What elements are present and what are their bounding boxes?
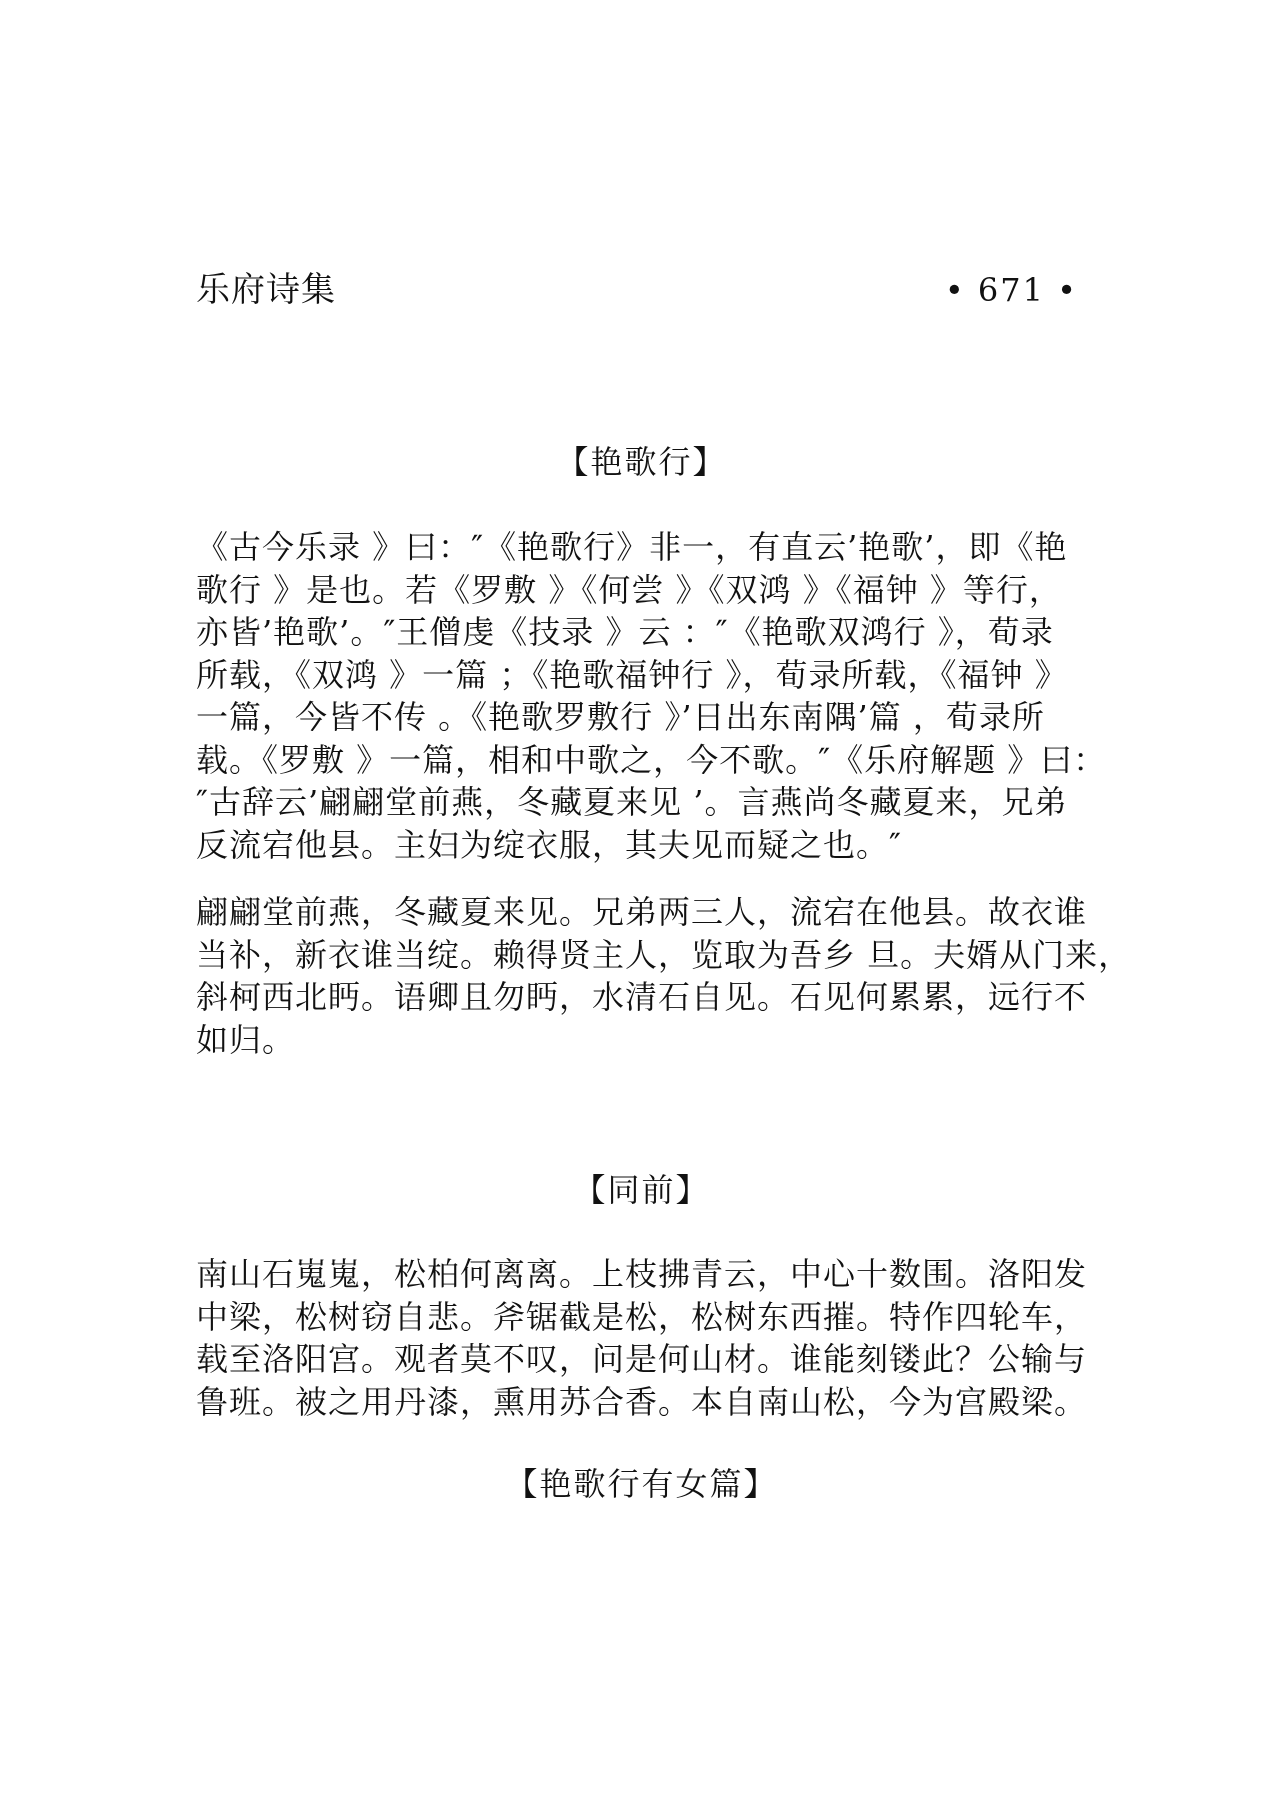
text-line: 反流宕他县。主妇为绽衣服，其夫见而疑之也。″ xyxy=(196,825,902,864)
text-line: 如归。 xyxy=(196,1020,296,1059)
text-line: 载至洛阳宫。观者莫不叹，问是何山材。谁能刻镂此？公输与 xyxy=(196,1340,1088,1378)
text-line: ″古辞云’翩翩堂前燕，冬藏夏来见 ’。言燕尚冬藏夏来，兄弟 xyxy=(196,783,1068,821)
text-line: 南山石嵬嵬，松柏何离离。上枝拂青云，中心十数围。洛阳发 xyxy=(196,1255,1088,1293)
text-line: 歌行 》是也。若《罗敷 》《何尝 》《双鸿 》《福钟 》等行， xyxy=(196,570,1062,609)
text-line: 所载，《双鸿 》一篇 ；《艳歌福钟行 》，荀录所载，《福钟 》 xyxy=(196,655,1068,694)
poem-paragraph xyxy=(196,891,1132,1061)
text-line: 载。《罗敷 》一篇，相和中歌之，今不歌。″《乐府解题 》曰： xyxy=(196,740,1107,779)
poem-paragraph xyxy=(196,1253,1106,1423)
page-number: • 671 • xyxy=(944,271,1078,309)
section-title: 【艳歌行有女篇】 xyxy=(505,1465,778,1503)
text-line: 斜柯西北眄。语卿且勿眄，水清石自见。石见何累累，远行不 xyxy=(196,978,1088,1016)
text-line: 亦皆’艳歌’。″王僧虔《技录 》云 ：″《艳歌双鸿行 》，荀录 xyxy=(196,613,1054,651)
text-line: 《古今乐录 》曰：″《艳歌行》非一，有直云’艳歌’，即《艳 xyxy=(196,528,1068,566)
text-line: 当补，新衣谁当绽。赖得贤主人，览取为吾乡 旦。夫婿从门来， xyxy=(196,935,1132,974)
section-title: 【同前】 xyxy=(573,1171,710,1209)
preface-paragraph xyxy=(196,526,1106,866)
text-line: 一篇，今皆不传 。《艳歌罗敷行 》’日出东南隅’篇 ，荀录所 xyxy=(196,698,1045,736)
text-line: 翩翩堂前燕，冬藏夏来见。兄弟两三人，流宕在他县。故衣谁 xyxy=(196,893,1088,931)
book-title: 乐府诗集 xyxy=(196,270,336,310)
section-title: 【艳歌行】 xyxy=(556,443,727,481)
text-line: 中梁，松树窃自悲。斧锯截是松，松树东西摧。特作四轮车， xyxy=(196,1297,1088,1336)
text-line: 鲁班。被之用丹漆，熏用苏合香。本自南山松，今为宫殿梁。 xyxy=(196,1382,1088,1421)
